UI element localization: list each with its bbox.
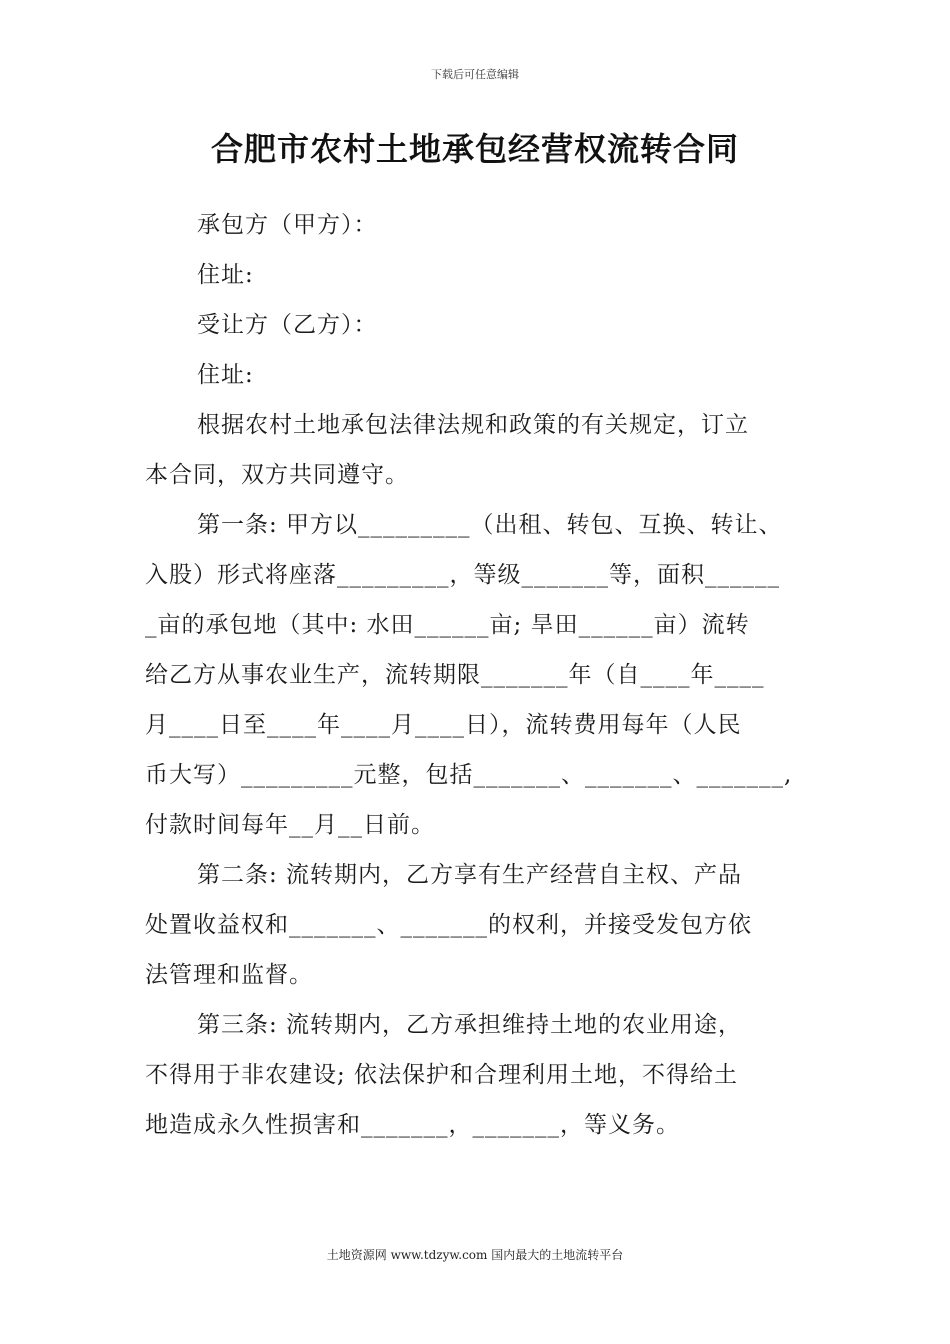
document-title: 合肥市农村土地承包经营权流转合同 bbox=[210, 130, 739, 168]
party-b-address-line: 住址: bbox=[197, 362, 254, 388]
article-1-line: _亩的承包地（其中: 水田______亩; 旱田______亩）流转 bbox=[145, 612, 750, 638]
article-1-line: 币大写）_________元整，包括_______、_______、_______, bbox=[145, 762, 793, 788]
article-2-line: 处置收益权和_______、_______的权利，并接受发包方依 bbox=[145, 912, 752, 938]
article-1-line: 入股）形式将座落_________，等级_______等，面积______ bbox=[145, 562, 780, 588]
header-note: 下载后可任意编辑 bbox=[431, 68, 519, 81]
preamble-line: 根据农村土地承包法律法规和政策的有关规定，订立 bbox=[197, 412, 749, 438]
article-2-line: 第二条: 流转期内，乙方享有生产经营自主权、产品 bbox=[197, 862, 743, 888]
article-2-line: 法管理和监督。 bbox=[145, 962, 313, 988]
article-3-line: 第三条: 流转期内，乙方承担维持土地的农业用途， bbox=[197, 1012, 743, 1038]
party-a-line: 承包方（甲方）： bbox=[197, 212, 378, 238]
document-body bbox=[145, 200, 825, 1150]
preamble-line: 本合同，双方共同遵守。 bbox=[145, 462, 409, 488]
article-1-line: 付款时间每年__月__日前。 bbox=[145, 812, 435, 838]
footer-note: 土地资源网 www.tdzyw.com 国内最大的土地流转平台 bbox=[326, 1248, 624, 1262]
article-1-line: 月____日至____年____月____日），流转费用每年（人民 bbox=[145, 712, 742, 738]
article-1-line: 给乙方从事农业生产，流转期限_______年（自____年____ bbox=[145, 662, 765, 688]
party-b-line: 受让方（乙方）： bbox=[197, 312, 378, 338]
article-3-line: 地造成永久性损害和_______，_______，等义务。 bbox=[145, 1112, 680, 1138]
article-3-line: 不得用于非农建设; 依法保护和合理利用土地，不得给土 bbox=[145, 1062, 739, 1088]
article-1-line: 第一条: 甲方以_________（出租、转包、互换、转让、 bbox=[197, 512, 783, 538]
party-a-address-line: 住址: bbox=[197, 262, 254, 288]
